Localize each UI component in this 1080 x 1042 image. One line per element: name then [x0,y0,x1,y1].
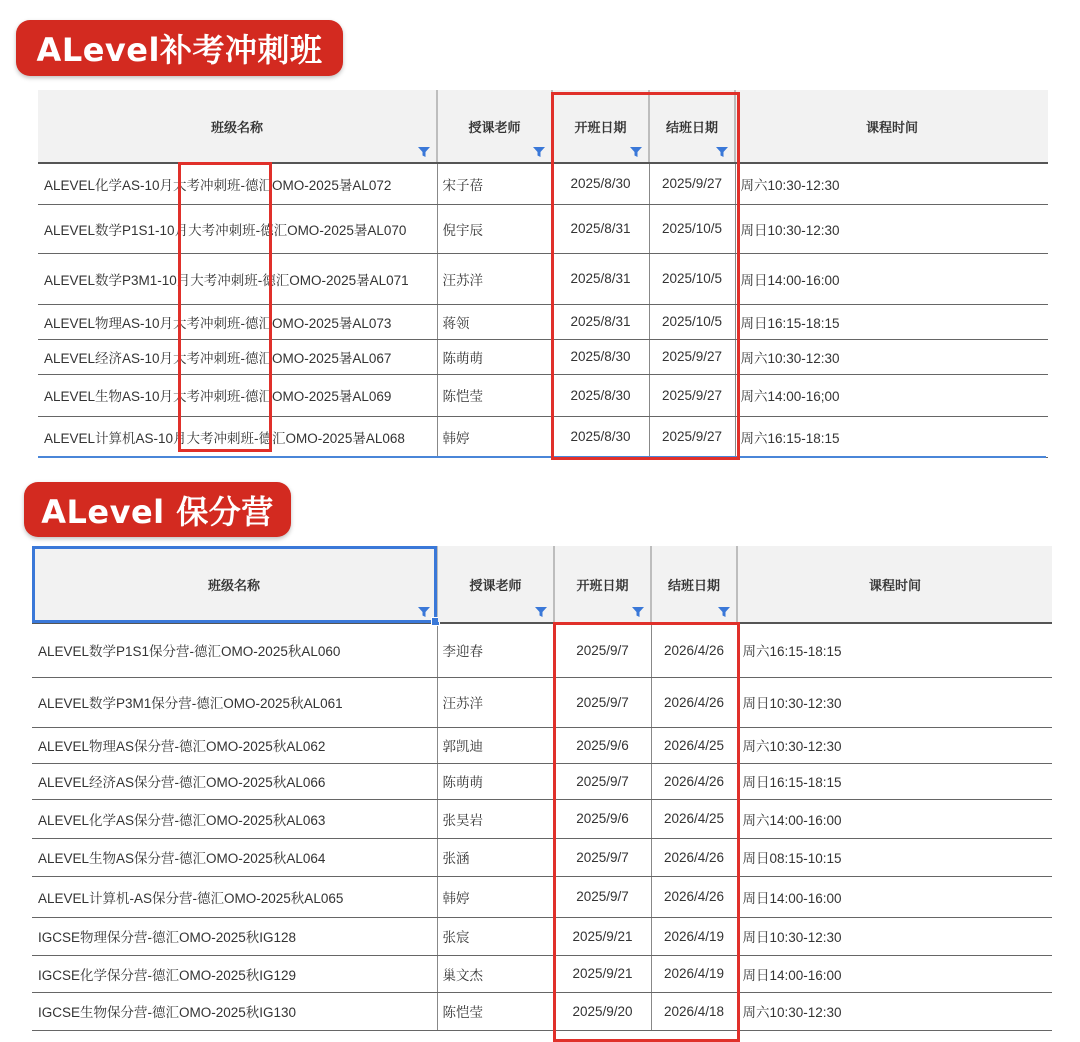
cell-teacher[interactable]: 韩婷 [437,416,552,457]
header-label: 课程时间 [865,119,918,135]
cell-end-date[interactable]: 2026/4/26 [651,763,737,799]
cell-schedule[interactable]: 周日10:30-12:30 [735,204,1048,253]
cell-class-name[interactable]: ALEVEL计算机-AS保分营-德汇OMO-2025秋AL065 [32,876,437,917]
cell-schedule[interactable]: 周日10:30-12:30 [737,917,1052,955]
cell-end-date[interactable]: 2026/4/25 [651,727,737,763]
table-row [38,339,1048,374]
cell-schedule[interactable]: 周六10:30-12:30 [737,727,1052,763]
cell-start-date[interactable]: 2025/9/20 [554,992,651,1030]
cell-class-name[interactable]: ALEVEL经济AS保分营-德汇OMO-2025秋AL066 [32,763,437,799]
cell-class-name[interactable]: ALEVEL物理AS保分营-德汇OMO-2025秋AL062 [32,727,437,763]
cell-class-name[interactable]: ALEVEL数学P3M1保分营-德汇OMO-2025秋AL061 [32,677,437,727]
table-row [32,992,1052,1030]
table-row [38,163,1048,204]
filter-funnel-icon[interactable] [418,147,430,157]
cell-schedule[interactable]: 周六16:15-18:15 [737,623,1052,677]
cell-class-name[interactable]: ALEVEL数学P1S1保分营-德汇OMO-2025秋AL060 [32,623,437,677]
cell-end-date[interactable]: 2026/4/26 [651,876,737,917]
cell-teacher[interactable]: 汪苏洋 [437,253,552,304]
cell-class-name[interactable]: ALEVEL数学P1S1-10月大考冲刺班-德汇OMO-2025暑AL070 [38,204,437,253]
exam-sprint-table [38,90,1048,458]
cell-start-date[interactable]: 2025/8/30 [552,416,649,457]
cell-start-date[interactable]: 2025/9/7 [554,838,651,876]
cell-class-name[interactable]: ALEVEL生物AS保分营-德汇OMO-2025秋AL064 [32,838,437,876]
cell-teacher[interactable]: 李迎春 [437,623,554,677]
cell-class-name[interactable]: ALEVEL化学AS保分营-德汇OMO-2025秋AL063 [32,799,437,838]
cell-start-date[interactable]: 2025/9/21 [554,917,651,955]
header-row [32,546,1052,623]
cell-schedule[interactable]: 周六10:30-12:30 [735,339,1048,374]
cell-start-date[interactable]: 2025/8/31 [552,204,649,253]
header-label: 开班日期 [576,577,629,593]
table-row [32,917,1052,955]
cell-schedule[interactable]: 周日14:00-16:00 [737,876,1052,917]
table-row [32,838,1052,876]
cell-class-name[interactable]: IGCSE物理保分营-德汇OMO-2025秋IG128 [32,917,437,955]
cell-schedule[interactable]: 周六10:30-12:30 [737,992,1052,1030]
filter-funnel-icon[interactable] [533,147,545,157]
table-row [32,677,1052,727]
cell-end-date[interactable]: 2025/9/27 [649,416,735,457]
section-title-score-camp: ALevel 保分营 [24,482,291,537]
col-header-end-date[interactable] [651,546,737,623]
col-header-class-name[interactable] [32,546,437,623]
cell-teacher[interactable]: 陈恺莹 [437,374,552,416]
col-header-start-date[interactable] [552,90,649,163]
cell-start-date[interactable]: 2025/9/6 [554,727,651,763]
cell-teacher[interactable]: 陈萌萌 [437,763,554,799]
col-header-teacher[interactable] [437,546,554,623]
selection-bottom-border [38,456,1046,458]
filter-funnel-icon[interactable] [535,607,547,617]
cell-class-name[interactable]: ALEVEL数学P3M1-10月大考冲刺班-德汇OMO-2025暑AL071 [38,253,437,304]
cell-start-date[interactable]: 2025/8/31 [552,304,649,339]
table-row [32,727,1052,763]
filter-funnel-icon[interactable] [630,147,642,157]
cell-class-name[interactable]: ALEVEL化学AS-10月大考冲刺班-德汇OMO-2025暑AL072 [38,163,437,204]
col-header-start-date[interactable] [554,546,651,623]
cell-class-name[interactable]: ALEVEL生物AS-10月大考冲刺班-德汇OMO-2025暑AL069 [38,374,437,416]
table-row [38,204,1048,253]
section-title-exam-sprint: ALevel补考冲刺班 [16,20,343,76]
cell-start-date[interactable]: 2025/8/31 [552,253,649,304]
header-label: 授课老师 [468,119,521,135]
cell-schedule[interactable]: 周日14:00-16:00 [737,955,1052,992]
cell-teacher[interactable]: 陈萌萌 [437,339,552,374]
cell-teacher[interactable]: 巢文杰 [437,955,554,992]
table-row [38,253,1048,304]
cell-schedule[interactable]: 周日14:00-16:00 [735,253,1048,304]
cell-schedule[interactable]: 周日10:30-12:30 [737,677,1052,727]
cell-end-date[interactable]: 2026/4/25 [651,799,737,838]
cell-end-date[interactable]: 2026/4/19 [651,917,737,955]
col-header-schedule[interactable] [737,546,1052,623]
cell-class-name[interactable]: IGCSE化学保分营-德汇OMO-2025秋IG129 [32,955,437,992]
cell-end-date[interactable]: 2025/9/27 [649,374,735,416]
cell-start-date[interactable]: 2025/8/30 [552,374,649,416]
col-header-class-name[interactable] [38,90,437,163]
cell-teacher[interactable]: 张涵 [437,838,554,876]
header-label: 授课老师 [469,577,522,593]
cell-schedule[interactable]: 周日08:15-10:15 [737,838,1052,876]
cell-schedule[interactable]: 周六14:00-16;00 [735,374,1048,416]
cell-end-date[interactable]: 2025/10/5 [649,304,735,339]
cell-end-date[interactable]: 2025/9/27 [649,163,735,204]
cell-start-date[interactable]: 2025/9/7 [554,763,651,799]
cell-end-date[interactable]: 2025/10/5 [649,204,735,253]
filter-funnel-icon[interactable] [418,607,430,617]
cell-schedule[interactable]: 周六16:15-18:15 [735,416,1048,457]
cell-end-date[interactable]: 2026/4/26 [651,677,737,727]
cell-schedule[interactable]: 周六10:30-12:30 [735,163,1048,204]
filter-funnel-icon[interactable] [716,147,728,157]
cell-end-date[interactable]: 2026/4/18 [651,992,737,1030]
cell-teacher[interactable]: 蒋领 [437,304,552,339]
header-label: 班级名称 [207,577,260,593]
cell-end-date[interactable]: 2025/10/5 [649,253,735,304]
header-label: 结班日期 [665,119,718,135]
cell-teacher[interactable]: 张昊岩 [437,799,554,838]
filter-funnel-icon[interactable] [632,607,644,617]
cell-schedule[interactable]: 周六14:00-16:00 [737,799,1052,838]
cell-schedule[interactable]: 周日16:15-18:15 [737,763,1052,799]
cell-class-name[interactable]: ALEVEL计算机AS-10月大考冲刺班-德汇OMO-2025暑AL068 [38,416,437,457]
cell-start-date[interactable]: 2025/9/7 [554,623,651,677]
cell-class-name[interactable]: IGCSE生物保分营-德汇OMO-2025秋IG130 [32,992,437,1030]
table-row [38,304,1048,339]
table-row [32,623,1052,677]
header-label: 开班日期 [574,119,627,135]
col-header-schedule[interactable] [735,90,1048,163]
cell-start-date[interactable]: 2025/8/30 [552,339,649,374]
cell-class-name[interactable]: ALEVEL经济AS-10月大考冲刺班-德汇OMO-2025暑AL067 [38,339,437,374]
cell-start-date[interactable]: 2025/9/6 [554,799,651,838]
cell-teacher[interactable]: 宋子蓓 [437,163,552,204]
cell-class-name[interactable]: ALEVEL物理AS-10月大考冲刺班-德汇OMO-2025暑AL073 [38,304,437,339]
cell-end-date[interactable]: 2026/4/26 [651,623,737,677]
table-row [32,955,1052,992]
header-label: 班级名称 [210,119,263,135]
cell-teacher[interactable]: 郭凯迪 [437,727,554,763]
cell-teacher[interactable]: 陈恺莹 [437,992,554,1030]
cell-start-date[interactable]: 2025/9/21 [554,955,651,992]
filter-funnel-icon[interactable] [718,607,730,617]
table-row [32,799,1052,838]
table-row [32,763,1052,799]
table-row [32,876,1052,917]
col-header-end-date[interactable] [649,90,735,163]
cell-end-date[interactable]: 2025/9/27 [649,339,735,374]
col-header-teacher[interactable] [437,90,552,163]
cell-start-date[interactable]: 2025/9/7 [554,677,651,727]
table-row [38,416,1048,457]
cell-teacher[interactable]: 倪宇辰 [437,204,552,253]
header-label: 结班日期 [667,577,720,593]
cell-start-date[interactable]: 2025/9/7 [554,876,651,917]
cell-teacher[interactable]: 张宸 [437,917,554,955]
score-camp-table [32,546,1052,1031]
cell-end-date[interactable]: 2026/4/19 [651,955,737,992]
cell-teacher[interactable]: 汪苏洋 [437,677,554,727]
table-row [38,374,1048,416]
cell-end-date[interactable]: 2026/4/26 [651,838,737,876]
cell-schedule[interactable]: 周日16:15-18:15 [735,304,1048,339]
cell-start-date[interactable]: 2025/8/30 [552,163,649,204]
header-label: 课程时间 [868,577,921,593]
header-row [38,90,1048,163]
cell-teacher[interactable]: 韩婷 [437,876,554,917]
